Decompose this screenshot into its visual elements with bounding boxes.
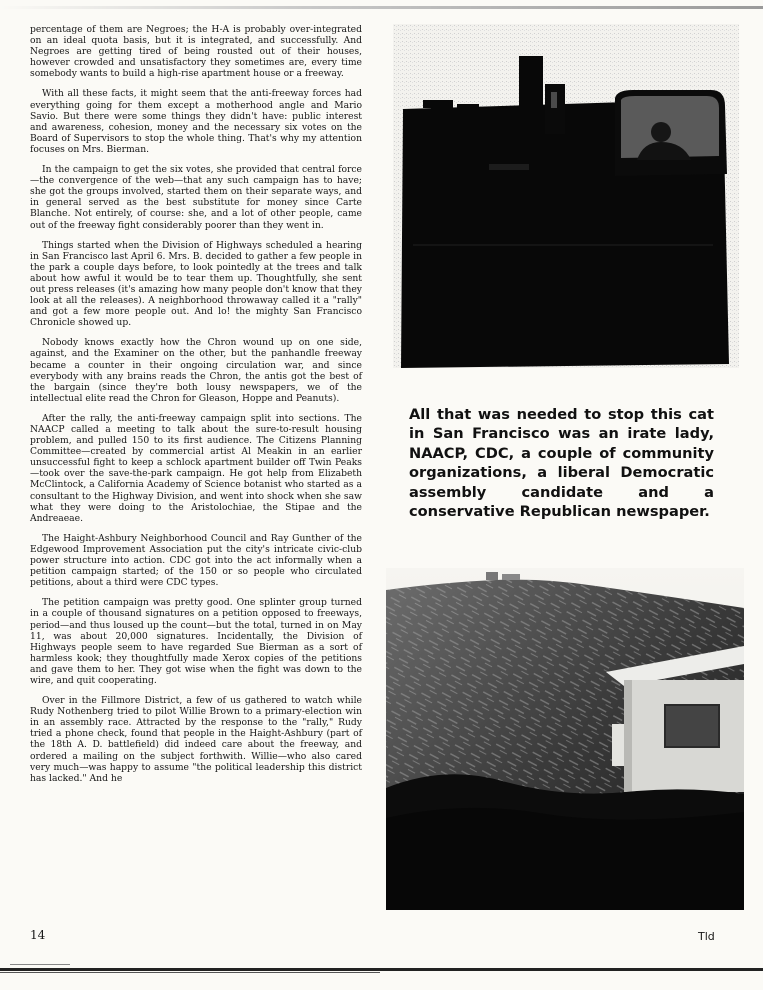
paragraph-2: With all these facts, it might seem that the anti-freeway forces had everything going for them except a motherhood angle and Mario Savio. But there were some things they didn't have: public interest and awareness, cohesion, money and the necessary six votes on the Board of Supervisors to stop the whole thing. That's why my attention focuses on Mrs. Bierman. [30,88,362,155]
paragraph-5: Nobody knows exactly how the Chron wound up on one side, against, and the Examiner on the other, but the panhandle freeway became a counter in their ongoing circulation war, and since everybody with any brains reads the Chron, the antis got the best of the bargain (since they're both lousy newspapers, we of the intellectual elite read the Chron for Gleason, Hoppe and Peanuts). [30,337,362,404]
paragraph-4: Things started when the Division of Highways scheduled a hearing in San Francisco last April 6. Mrs. B. decided to gather a few people in the park a couple days before, to look pointedly at the trees and talk about how awful it would be to tear them up. Thoughtfully, she sent out press releases (it's amazing how many people don't know that they look at all the releases). A neighborhood throwaway called it a "rally" and got a few more people out. And lo! the mighty San Francisco Chronicle showed up. [30,239,362,329]
bulldozer-photo [393,24,739,368]
paragraph-9: Over in the Fillmore District, a few of us gathered to watch while Rudy Nothenberg tried to pilot Willie Brown to a primary-election win in an assembly race. Attracted by the response to the "rally," Rudy tried a phone check, found that people in the Haight-Ashbury (part of the 18th A. D. battlefield) did indeed care about the freeway, and ordered a mailing on the subject forthwith. Willie—who also cared very much—was happy to assume "the political leadership this district has lacked." And he [30,695,362,784]
bottom-rule [0,962,763,976]
paragraph-7: The Haight-Ashbury Neighborhood Council and Ray Gunther of the Edgewood Improvement Association put the city's intricate civic-club power structure into action. CDC got into the act informally when a petition campaign started; of the 150 or so people who circulated petitions, about a third were CDC types. [30,532,362,589]
photo-caption: All that was needed to stop this cat in San Francisco was an irate lady, NAACP, CDC, a couple of community organizations, a liberal Democratic assembly candidate and a conservative Republican newspaper. [409,406,714,521]
paragraph-1: percentage of them are Negroes; the H-A is probably over-integrated on an ideal quota basis, but it is integrated, and successfully. And Negroes are getting tired of being rousted out of their houses, however crowded and unsatisfactory they sometimes are, every time somebody wants to build a high-rise apartment house or a freeway. [30,24,362,80]
article-column [30,24,362,793]
page-number: 14 [30,928,46,942]
hillside-photo-image [386,568,744,910]
magazine-mark: Tld [698,930,715,943]
bulldozer-photo-image [393,24,739,368]
paragraph-6: After the rally, the anti-freeway campaign split into sections. The NAACP called a meeting to talk about the sure-to-result housing problem, and pulled 150 to its first audience. The Citizens Planning Committee—created by commercial artist Al Meakin in an earlier unsuccessful fight to keep a schlock apartment builder off Twin Peaks—took over the save-the-park campaign. He got help from Elizabeth McClintock, a California Academy of Science botanist who started as a consultant to the Highway Division, and went into shock when she saw what they were doing to the Aristolochiae, the Stipae and the Andreaeae. [30,412,362,524]
hillside-photo [386,568,744,910]
paragraph-3: In the campaign to get the six votes, she provided that central force—the convergence of the web—that any such campaign has to have; she got the groups involved, started them on their separate ways, and in general served as the best substitute for money since Carte Blanche. Not entirely, of course: she, and a lot of other people, came out of the freeway fight considerably poorer than they went in. [30,164,362,231]
top-rule [0,6,763,9]
paragraph-8: The petition campaign was pretty good. One splinter group turned in a couple of thousand signatures on a petition opposed to freeways, period—and thus loused up the count—but the total, turned in on May 11, was about 20,000 signatures. Incidentally, the Division of Highways people seem to have regarded Sue Bierman as a sort of harmless kook; they thoughtfully made Xerox copies of the petitions and gave them to her. They got wise when the fight was down to the wire, and quit cooperating. [30,597,362,686]
